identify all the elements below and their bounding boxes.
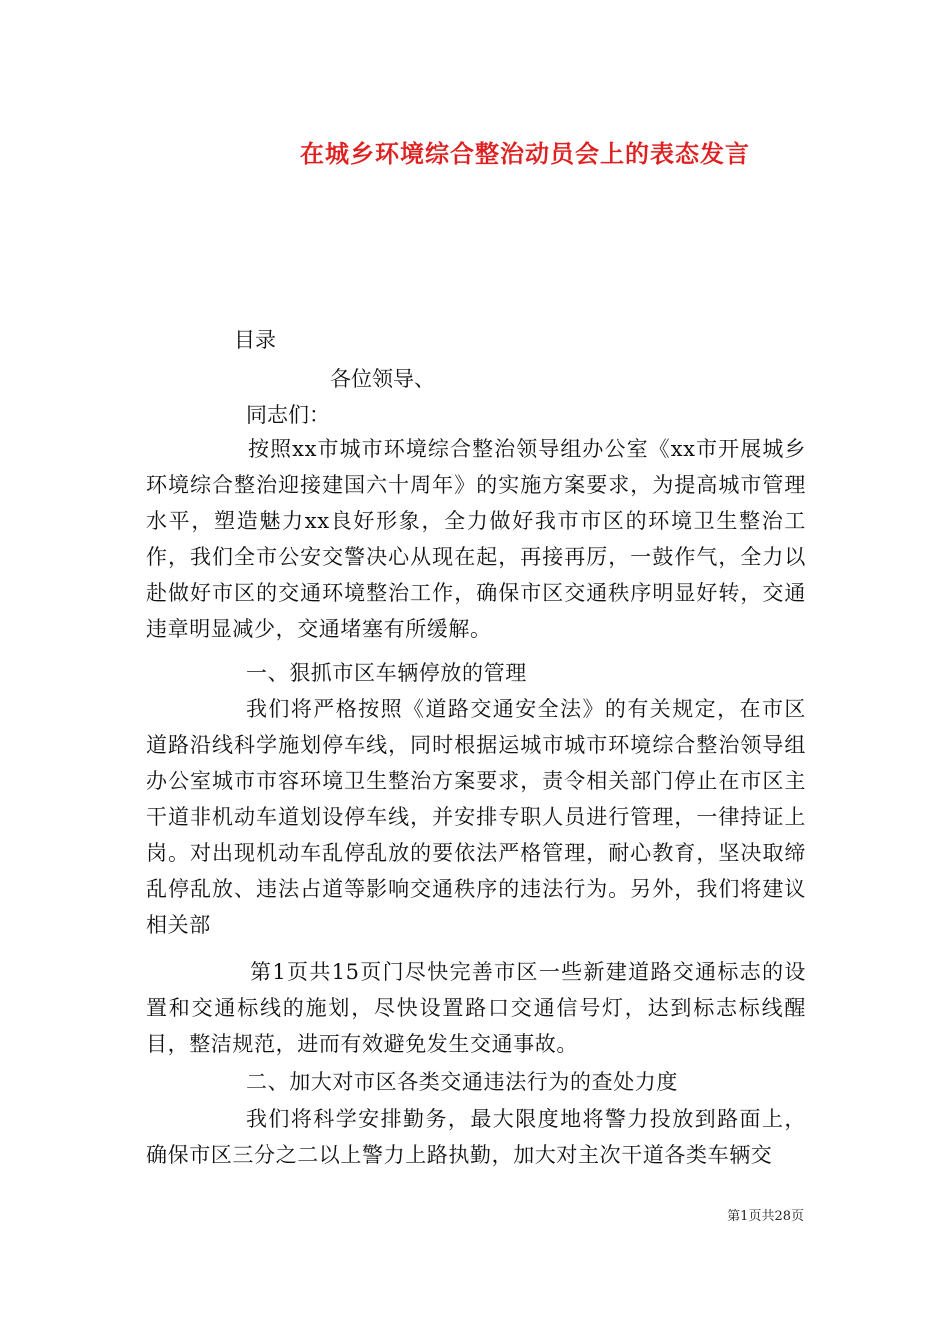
- paragraph-intro: 按照xx市城市环境综合整治领导组办公室《xx市开展城乡环境综合整治迎接建国六十周年》的实施方案要求，为提高城市管理水平，塑造魅力xx良好形象，全力做好我市市区的环境卫生整治工作，我们全市公安交警决心从现在起，再接再厉，一鼓作气，全力以赴做好市区的交通环境整治工作，确保市区交通秩序明显好转，交通违章明显减少，交通堵塞有所缓解。: [146, 437, 806, 641]
- page-footer: 第1页共28页: [727, 1209, 804, 1224]
- section-heading-2: 二、加大对市区各类交通违法行为的查处力度: [246, 1070, 678, 1094]
- salutation-leaders: 各位领导、: [330, 367, 435, 391]
- section-heading-1: 一、狠抓市区车辆停放的管理: [246, 661, 527, 685]
- paragraph-section-2: 我们将科学安排勤务，最大限度地将警力投放到路面上，确保市区三分之二以上警力上路执勤，加大对主次干道各类车辆交: [146, 1107, 806, 1167]
- document-title: 在城乡环境综合整治动员会上的表态发言: [300, 139, 750, 168]
- paragraph-section-1: 我们将严格按照《道路交通安全法》的有关规定，在市区道路沿线科学施划停车线，同时根据运城市城市环境综合整治领导组办公室城市市容环境卫生整治方案要求，责令相关部门停止在市区主干道非机动车道划设停车线，并安排专职人员进行管理，一律持证上岗。对出现机动车乱停乱放的要依法严格管理，耐心教育，坚决取缔乱停乱放、违法占道等影响交通秩序的违法行为。另外，我们将建议相关部: [146, 697, 806, 937]
- salutation-comrades: 同志们：: [246, 403, 330, 427]
- paragraph-continuation: 第1页共15页门尽快完善市区一些新建道路交通标志的设置和交通标线的施划，尽快设置路口交通信号灯，达到标志标线醒目，整洁规范，进而有效避免发生交通事故。: [146, 960, 806, 1056]
- toc-label: 目录: [234, 328, 276, 352]
